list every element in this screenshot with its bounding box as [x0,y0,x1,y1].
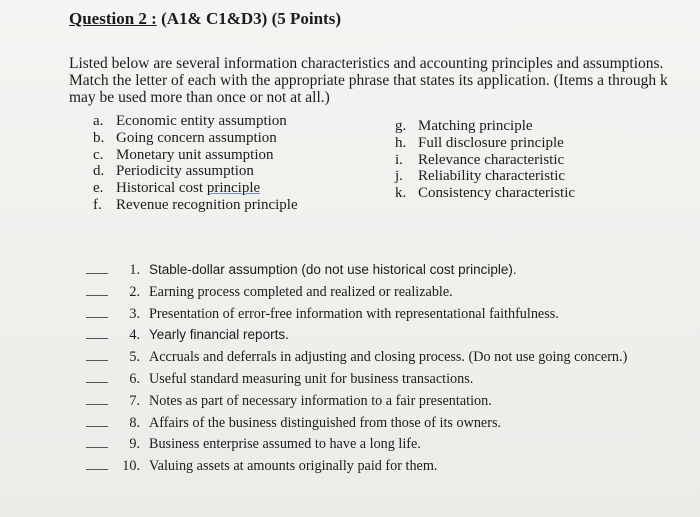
item-text: Accruals and deferrals in adjusting and closing process. (Do not use going concern.) [149,349,628,366]
item-number: 6. [129,370,140,387]
question-label: Question 2 : [69,9,157,28]
item-text: Business enterprise assumed to have a long life. [149,436,421,453]
answer-blank[interactable] [86,394,108,405]
option-d [93,163,298,180]
instructions-line-1: Listed below are several information characteristics and accounting principles and assumptions. [69,55,664,72]
item-number: 4. [129,327,140,344]
item-number: 8. [129,414,140,431]
option-letter: k. [395,185,407,202]
option-text: Relevance characteristic [418,151,565,168]
option-letter: j. [395,168,403,185]
option-h [395,135,575,152]
option-j [395,168,575,185]
answer-blank[interactable] [86,263,108,274]
option-letter: d. [93,163,105,180]
answer-blank[interactable] [86,350,108,361]
option-g [395,118,575,135]
matching-item-1 [86,262,627,284]
matching-item-4 [86,327,627,349]
option-text [116,180,260,197]
option-text: Periodicity assumption [116,163,254,180]
option-text: Economic entity assumption [116,113,287,129]
option-b [93,130,298,147]
matching-items [86,262,627,480]
matching-item-8 [86,415,627,437]
option-text: Reliability characteristic [418,168,566,185]
item-text: Stable-dollar assumption (do not use historical cost principle). [149,262,517,277]
answer-blank[interactable] [86,372,108,383]
item-text: Yearly financial reports. [149,327,289,343]
answer-blank[interactable] [86,328,108,339]
answer-blank[interactable] [86,416,108,427]
option-f [93,197,298,214]
matching-item-9 [86,436,627,458]
options-list-right [395,118,575,202]
answer-blank[interactable] [86,307,108,318]
option-letter: b. [93,129,105,146]
option-letter: g. [395,118,407,134]
option-e [93,180,298,197]
matching-item-10 [86,458,627,480]
option-letter: c. [93,146,104,163]
option-a [93,113,298,130]
item-number: 3. [129,305,140,322]
matching-item-7 [86,393,627,415]
item-number: 7. [129,392,140,409]
question-title [69,9,341,29]
answer-blank[interactable] [86,285,108,296]
option-text: Revenue recognition principle [116,196,298,213]
question-codes: (A1& C1&D3) [161,9,268,28]
option-letter: i. [395,151,403,168]
item-text: Earning process completed and realized or realizable. [149,283,453,300]
item-text: Presentation of error-free information with representational faithfulness. [149,305,559,322]
item-number: 1. [129,262,140,278]
matching-item-6 [86,371,627,393]
question-points: (5 Points) [271,9,341,28]
option-text: Monetary unit assumption [116,146,274,163]
item-number: 10. [122,458,140,475]
option-letter: a. [93,113,104,129]
option-text-underlined: principle [206,180,261,197]
options-list-left [93,113,298,214]
item-text: Valuing assets at amounts originally paid for them. [149,458,438,475]
option-text-part: Historical cost [116,180,207,197]
option-text: Consistency characteristic [418,185,576,202]
option-letter: e. [93,180,104,197]
item-number: 2. [129,283,140,300]
option-c [93,147,298,164]
item-text: Useful standard measuring unit for business transactions. [149,370,474,387]
matching-item-5 [86,349,627,371]
option-k [395,185,575,202]
item-text: Affairs of the business distinguished from those of its owners. [149,414,502,431]
option-text: Going concern assumption [116,129,277,146]
matching-item-2 [86,284,627,306]
item-number: 9. [129,436,140,453]
matching-item-3 [86,306,627,328]
option-i [395,152,575,169]
option-letter: h. [395,134,407,151]
answer-blank[interactable] [86,437,108,448]
item-number: 5. [129,349,140,366]
option-letter: f. [93,196,102,213]
instructions-line-2: Match the letter of each with the appropriate phrase that states its application. (Items a through k [69,72,668,89]
item-text: Notes as part of necessary information to a fair presentation. [149,392,492,409]
option-text: Full disclosure principle [418,134,564,151]
instructions-line-3: may be used more than once or not at all.) [69,89,330,106]
answer-blank[interactable] [86,459,108,470]
instructions [69,55,691,106]
option-text: Matching principle [418,118,533,134]
